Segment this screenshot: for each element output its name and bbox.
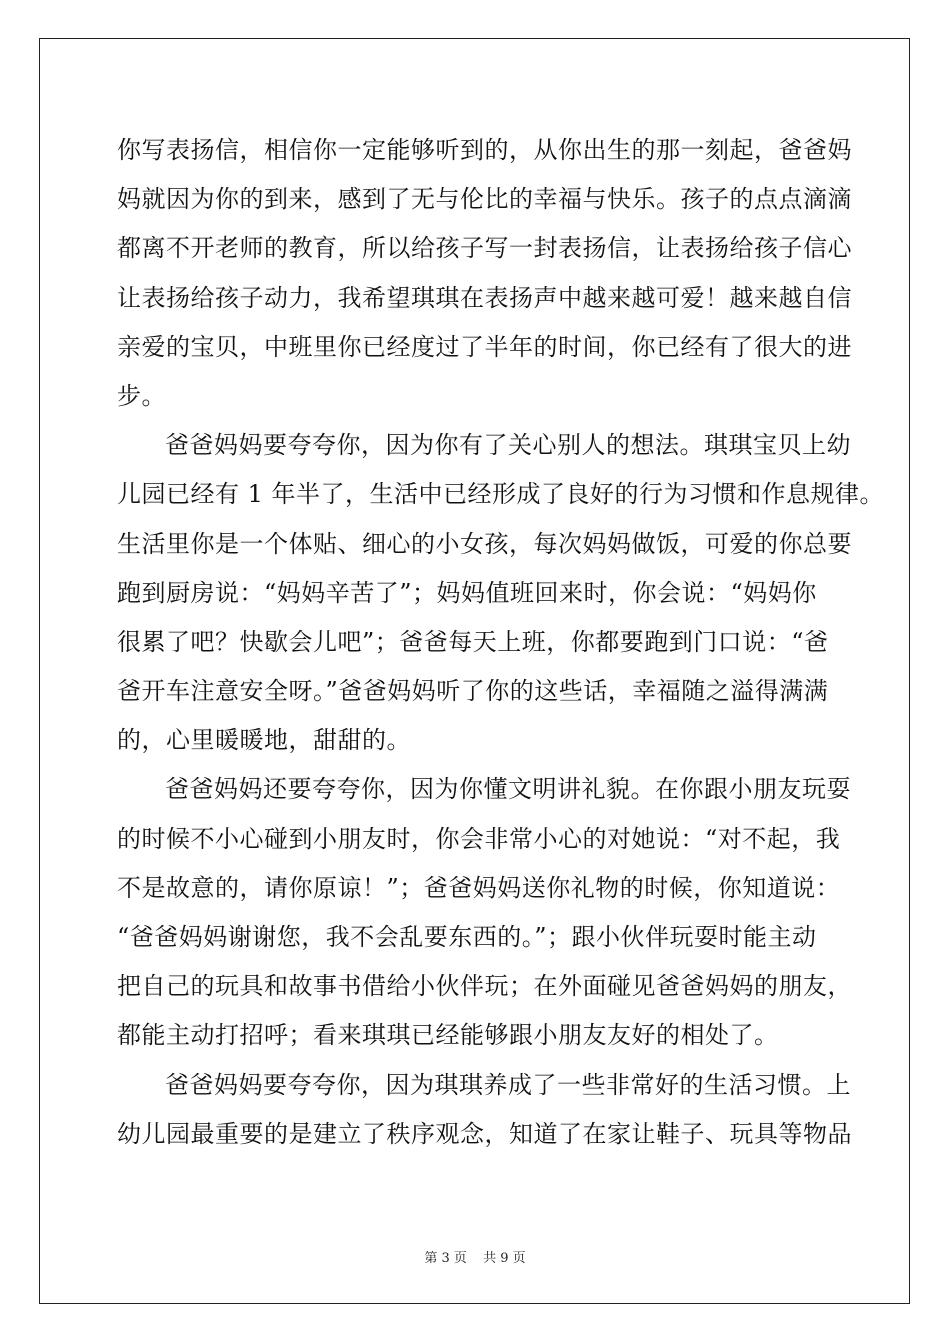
paragraph-first-line: 爸爸妈妈要夸夸你，因为你有了关心别人的想法。琪琪宝贝上幼 xyxy=(165,431,851,460)
text-line: 步。 xyxy=(117,381,166,410)
text-line: “爸爸妈妈谢谢您，我不会乱要东西的。”；跟小伙伴玩耍时能主动 xyxy=(117,923,817,951)
page-total: 共 9 页 xyxy=(483,1251,526,1266)
text-line: 把自己的玩具和故事书借给小伙伴玩；在外面碰见爸爸妈妈的朋友， xyxy=(117,972,852,1001)
text-line: 生活里你是一个体贴、细心的小女孩，每次妈妈做饭，可爱的你总要 xyxy=(117,529,852,558)
text-line: 儿园已经有 1 年半了，生活中已经形成了良好的行为习惯和作息规律。 xyxy=(117,480,885,509)
page-number: 第 3 页 xyxy=(424,1251,467,1266)
text-line: 跑到厨房说：“妈妈辛苦了”；妈妈值班回来时，你会说：“妈妈你 xyxy=(117,578,817,607)
text-line: 妈就因为你的到来，感到了无与伦比的幸福与快乐。孩子的点点滴滴 xyxy=(117,185,852,214)
text-line: 让表扬给孩子动力，我希望琪琪在表扬声中越来越可爱！越来越自信 xyxy=(117,283,852,312)
text-line: 的，心里暖暖地，甜甜的。 xyxy=(117,726,411,755)
text-line: 亲爱的宝贝，中班里你已经度过了半年的时间，你已经有了很大的进 xyxy=(117,332,852,361)
text-line: 都离不开老师的教育，所以给孩子写一封表扬信，让表扬给孩子信心 xyxy=(117,234,852,263)
text-line: 的时候不小心碰到小朋友时，你会非常小心的对她说：“对不起，我 xyxy=(117,824,841,853)
text-line: 爸开车注意安全呀。”爸爸妈妈听了你的这些话，幸福随之溢得满满 xyxy=(117,677,829,706)
paragraph-first-line: 爸爸妈妈要夸夸你，因为琪琪养成了一些非常好的生活习惯。上 xyxy=(165,1070,851,1099)
text-line: 不是故意的，请你原谅！”；爸爸妈妈送你礼物的时候，你知道说： xyxy=(117,873,841,902)
text-line: 很累了吧？快歇会儿吧”；爸爸每天上班，你都要跑到门口说：“爸 xyxy=(117,627,829,656)
paragraph-first-line: 爸爸妈妈还要夸夸你，因为你懂文明讲礼貌。在你跟小朋友玩耍 xyxy=(165,775,851,804)
text-line: 你写表扬信，相信你一定能够听到的，从你出生的那一刻起，爸爸妈 xyxy=(117,136,852,164)
page-footer xyxy=(0,1247,950,1266)
document-body xyxy=(117,126,885,1159)
text-line: 都能主动打招呼；看来琪琪已经能够跟小朋友友好的相处了。 xyxy=(117,1021,779,1050)
text-line: 幼儿园最重要的是建立了秩序观念，知道了在家让鞋子、玩具等物品 xyxy=(117,1119,852,1148)
